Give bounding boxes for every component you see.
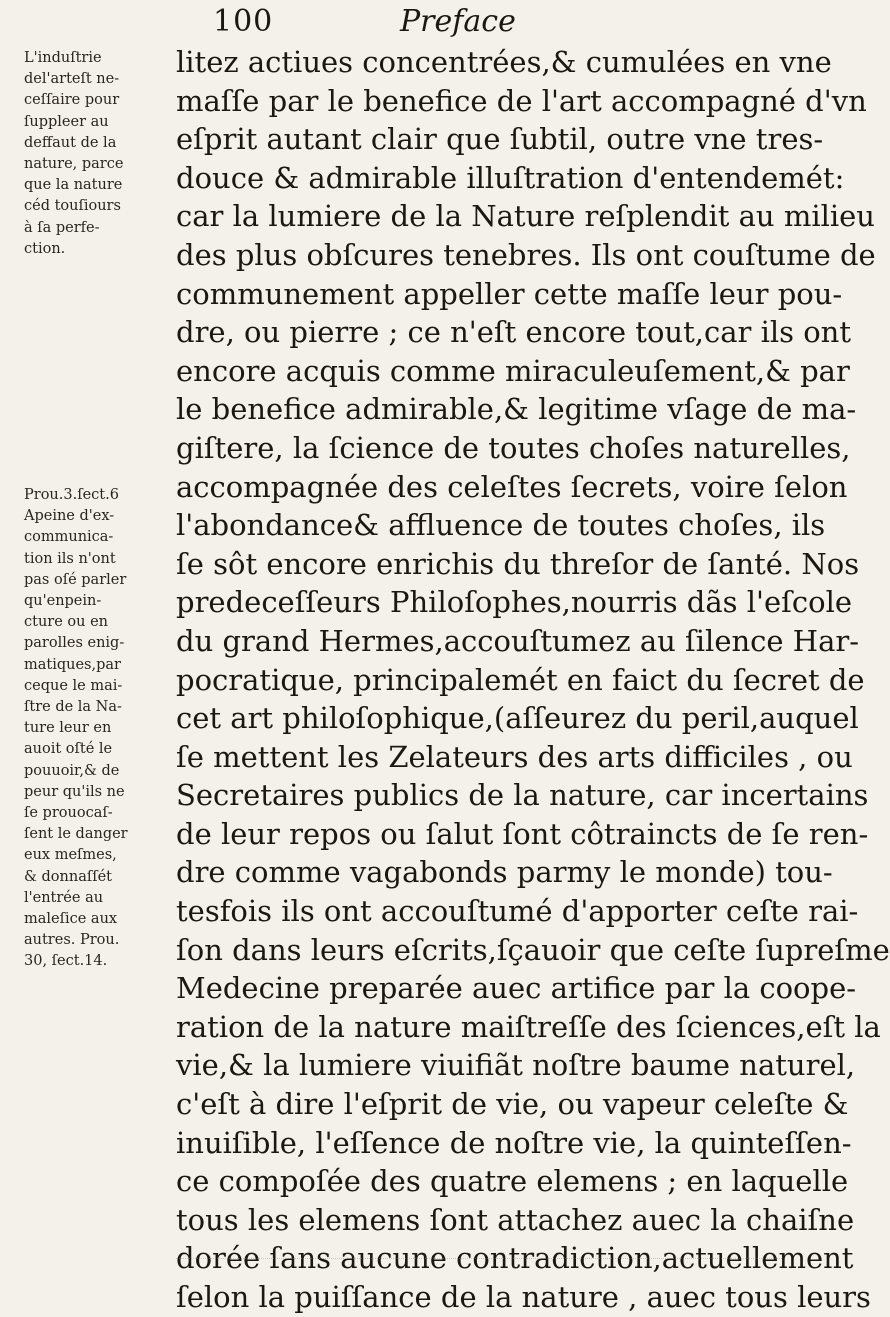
text-line: Medecine preparée auec artifice par la coope- (176, 971, 857, 1006)
text-line: cet art philoſophique,(aſſeurez du peril,auquel (176, 701, 859, 736)
page-header (0, 4, 800, 48)
text-line: maſſe par le benefice de l'art accompagné d'vn (176, 83, 867, 118)
page-number: 100 (213, 4, 274, 39)
text-line: communement appeller cette maſſe leur pou- (176, 276, 843, 311)
margin-line: L'induſtrie (24, 50, 102, 66)
margin-line: parolles enig- (24, 635, 125, 652)
margin-line: matiques,par (24, 656, 121, 673)
margin-line: ſuppleer au (24, 113, 109, 130)
margin-line: tion ils n'ont (24, 550, 116, 567)
text-line: inuiſible, l'eſſence de noſtre vie, la quinteſſen- (176, 1125, 852, 1160)
margin-line: autres. Prou. (24, 932, 120, 949)
text-line: Secretaires publics de la nature, car incertains (176, 778, 869, 813)
margin-note-industry (24, 48, 170, 260)
margin-line: nature, parce (24, 156, 124, 173)
text-line: l'abondance& affluence de toutes choſes, ils (176, 508, 826, 543)
text-line: predeceſſeurs Philoſophes,nourris dãs l'eſcole (176, 585, 853, 620)
text-line: ration de la nature maiſtreſſe des ſciences,eſt la (176, 1009, 881, 1044)
text-line: ſe sôt encore enrichis du threſor de ſanté. Nos (176, 546, 860, 581)
body-text (176, 43, 890, 1317)
text-line: c'eſt à dire l'eſprit de vie, ou vapeur celeſte & (176, 1087, 849, 1122)
margin-line: céd touſiours (24, 198, 121, 215)
margin-line: pouuoir,& de (24, 762, 120, 779)
text-line: des plus obſcures tenebres. Ils ont couſtume de (176, 237, 876, 272)
text-line: tous les elemens ſont attachez auec la chaiſne (176, 1202, 855, 1237)
text-line: dre, ou pierre ; ce n'eſt encore tout,car ils ont (176, 315, 852, 350)
margin-line: 30, ſect.14. (24, 953, 108, 970)
text-line: ce compoſée des quatre elemens ; en laquelle (176, 1164, 849, 1199)
margin-line: & donnaſſét (24, 868, 112, 885)
text-line: tesfois ils ont accouſtumé d'apporter ceſte rai- (176, 894, 859, 929)
margin-line: ſent le danger (24, 826, 128, 843)
margin-line: ceſſaire pour (24, 92, 120, 109)
text-line: encore acquis comme miraculeuſement,& par (176, 353, 850, 388)
text-line: car la lumiere de la Nature reſplendit au milieu (176, 199, 875, 234)
margin-line: que la nature (24, 177, 123, 194)
margin-line: deffaut de la (24, 134, 117, 151)
margin-line: ction. (24, 240, 66, 257)
text-line: ſe mettent les Zelateurs des arts difficiles , ou (176, 739, 853, 774)
bottom-ink-specks (176, 1238, 782, 1259)
text-line: accompagnée des celeſtes ſecrets, voire ſelon (176, 469, 848, 504)
margin-line: ſe prouocaſ- (24, 805, 113, 822)
text-line: le benefice admirable,& legitime vſage de ma- (176, 392, 857, 427)
text-line: du grand Hermes,accouſtumez au ſilence Har- (176, 623, 860, 658)
margin-line: qu'enpein- (24, 593, 102, 610)
text-line: litez actiues concentrées,& cumulées en vne (176, 45, 832, 79)
margin-line: communica- (24, 529, 114, 546)
text-line: giſtere, la ſcience de toutes choſes naturelles, (176, 430, 851, 465)
text-line: dre comme vagabonds parmy le monde) tou- (176, 855, 833, 890)
margin-line: cture ou en (24, 614, 109, 631)
text-line: douce & admirable illuſtration d'entendemét: (176, 160, 845, 195)
margin-line: Apeine d'ex- (24, 508, 115, 525)
running-title: Preface (400, 4, 516, 39)
text-line: vie,& la lumiere viuifiãt noſtre baume naturel, (176, 1048, 856, 1083)
margin-line: auoit oſté le (24, 741, 113, 758)
margin-line: Prou.3.ſect.6 (24, 487, 119, 503)
text-line: ſon dans leurs eſcrits,ſçauoir que ceſte ſupreſme (176, 932, 890, 967)
margin-line: pas oſé parler (24, 571, 127, 588)
margin-note-proverbs (24, 485, 170, 973)
text-line: dorée ſans aucune contradiction,actuellement (176, 1241, 854, 1276)
margin-line: ture leur en (24, 720, 112, 737)
text-line: de leur repos ou ſalut ſont côtraincts de ſe ren- (176, 816, 869, 851)
margin-line: ceque le mai- (24, 677, 123, 694)
margin-line: l'entrée au (24, 889, 104, 906)
text-line: ſelon la puiſſance de la nature , auec tous leurs (176, 1280, 871, 1314)
margin-line: del'arteſt ne- (24, 71, 120, 88)
margin-line: ſtre de la Na- (24, 699, 122, 716)
margin-line: eux meſmes, (24, 847, 117, 864)
margin-line: maleſice aux (24, 911, 118, 928)
text-line: eſprit autant clair que ſubtil, outre vne tres- (176, 122, 824, 157)
margin-line: à ſa perfe- (24, 219, 100, 236)
margin-line: peur qu'ils ne (24, 783, 125, 800)
text-line: pocratique, principalemét en faict du ſecret de (176, 662, 865, 697)
